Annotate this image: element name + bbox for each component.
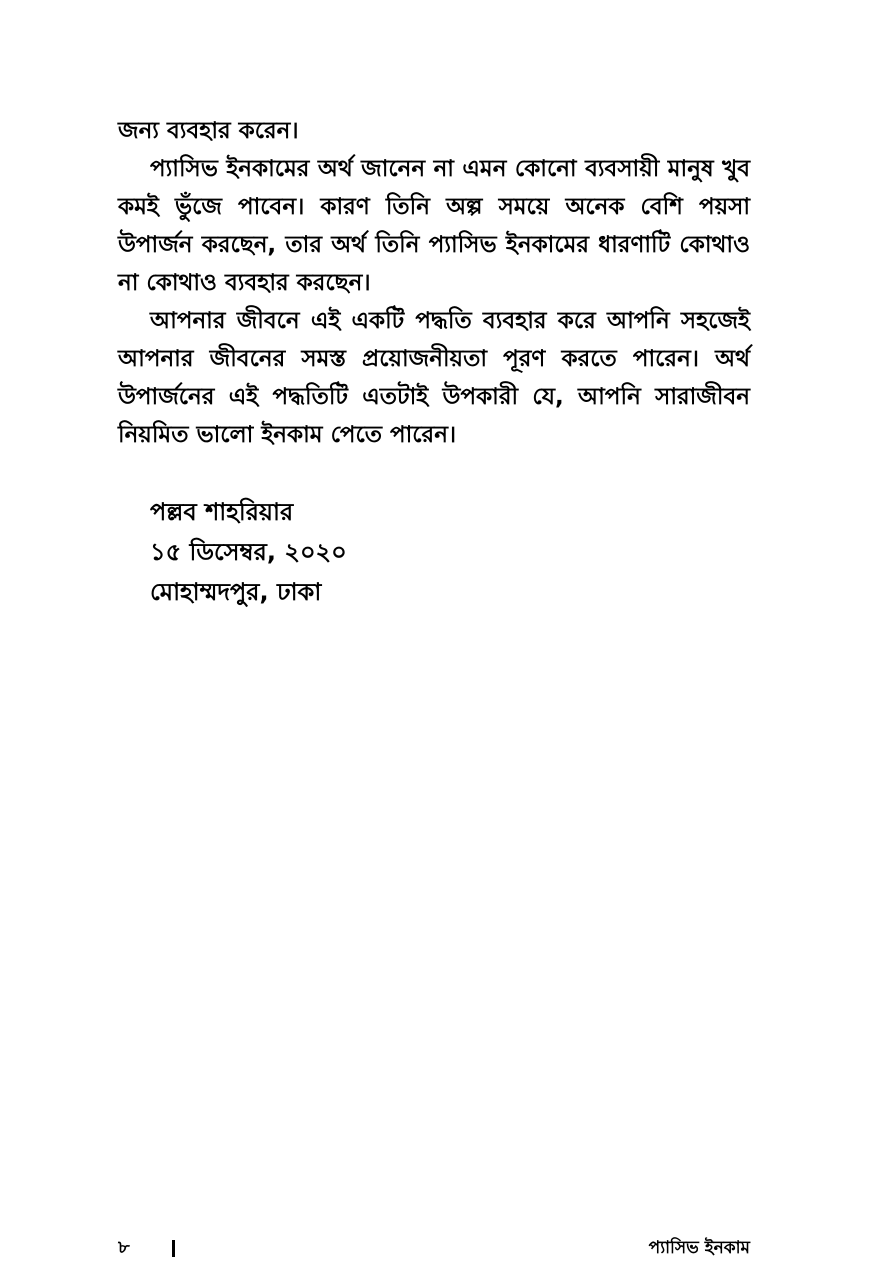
signature-date: ১৫ ডিসেম্বর, ২০২০	[150, 538, 347, 566]
footer-separator	[172, 1240, 175, 1257]
page-number: ৮	[118, 1237, 130, 1258]
signature-place: মোহাম্মদপুর, ঢাকা	[150, 578, 322, 606]
author-name: পল্লব শাহরিয়ার	[150, 498, 294, 526]
footer-book-title: প্যাসিভ ইনকাম	[648, 1238, 750, 1258]
paragraph-passive-income-meaning: প্যাসিভ ইনকামের অর্থ জানেন না এমন কোনো ব্যবসায়ী মানুষ খুব কমই ভুঁজে পাবেন। কারণ তিনি অল্প সময়ে অনেক বেশি পয়সা উপার্জন করছেন, তার অর্থ তিনি প্যাসিভ ইনকামের ধারণাটি কোথাও না কোথাও ব্যবহার করছেন।	[118, 156, 750, 296]
body-text	[118, 112, 750, 454]
signature-block	[150, 492, 347, 612]
paragraph-method-benefits: আপনার জীবনে এই একটি পদ্ধতি ব্যবহার করে আপনি সহজেই আপনার জীবনের সমস্ত প্রয়োজনীয়তা পূরণ করতে পারেন। অর্থ উপার্জনের এই পদ্ধতিটি এতটাই উপকারী যে, আপনি সারাজীবন নিয়মিত ভালো ইনকাম পেতে পারেন।	[118, 308, 750, 448]
paragraph-continuation: জন্য ব্যবহার করেন।	[118, 118, 299, 144]
